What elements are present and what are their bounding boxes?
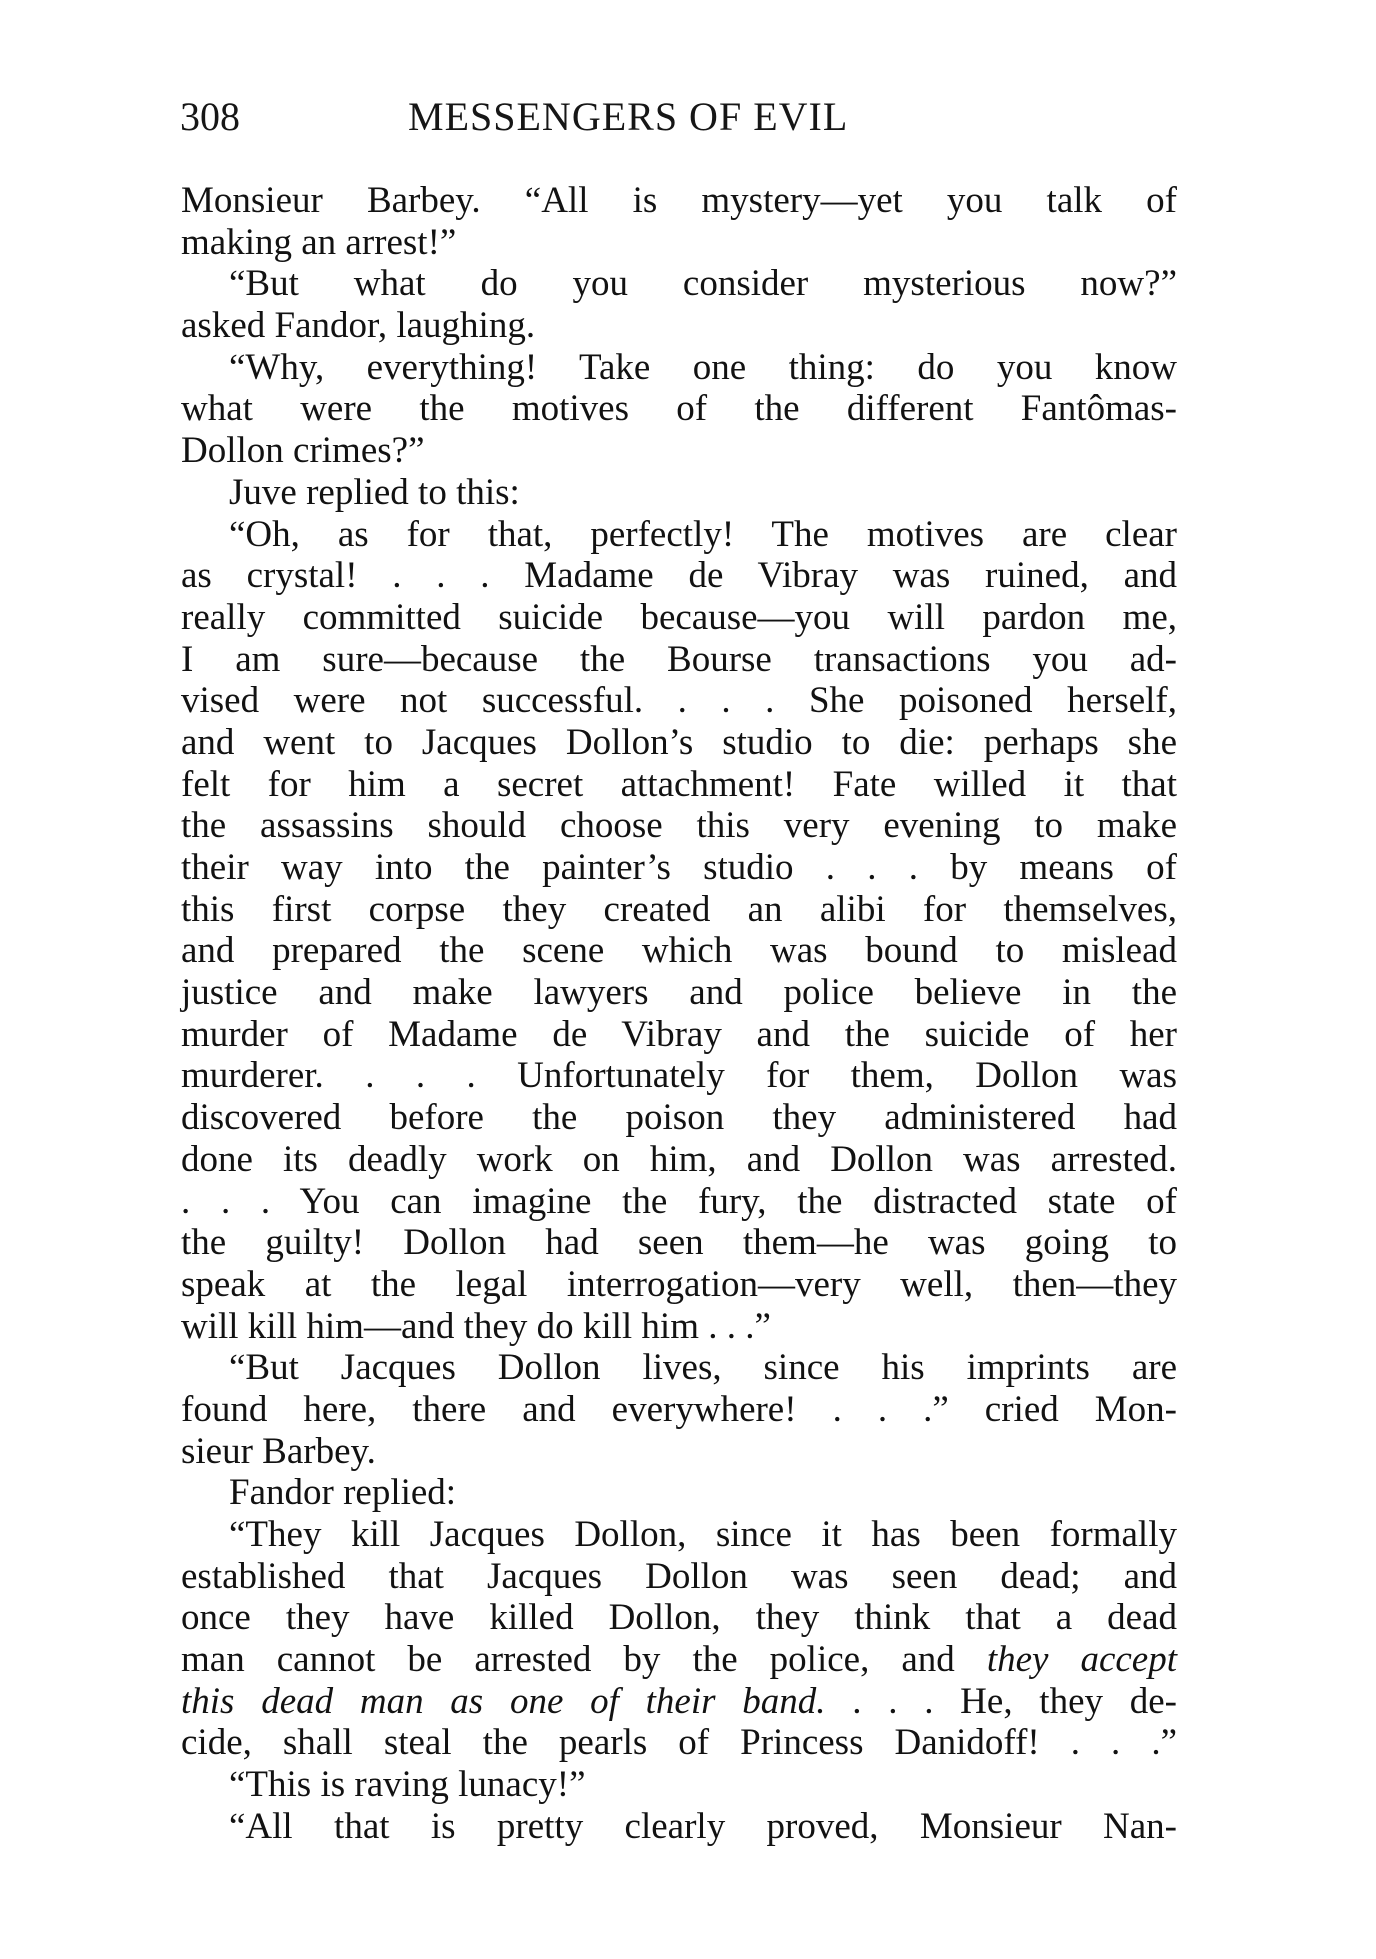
text-line: and prepared the scene which was bound to mislead: [181, 930, 1177, 972]
text-line: . . . You can imagine the fury, the distracted state of: [181, 1180, 1177, 1222]
text-segment: . . . He, they de-: [825, 1680, 1177, 1722]
text-line: the guilty! Dollon had seen them—he was going to: [181, 1222, 1177, 1264]
text-line: done its deadly work on him, and Dollon was arrested.: [181, 1138, 1177, 1180]
text-line: once they have killed Dollon, they think that a dead: [181, 1597, 1177, 1639]
text-line: found here, there and everywhere! . . .” cried Mon-: [181, 1388, 1177, 1430]
book-title: MESSENGERS OF EVIL: [408, 94, 849, 139]
text-line: “But Jacques Dollon lives, since his imprints are: [229, 1347, 1177, 1389]
italic-segment: this dead man as one of their band.: [181, 1680, 826, 1722]
text-line: sieur Barbey.: [181, 1430, 376, 1472]
text-line: “This is raving lunacy!”: [229, 1764, 586, 1806]
text-line: cide, shall steal the pearls of Princess Danidoff! . . .”: [181, 1722, 1177, 1764]
text-line: felt for him a secret attachment! Fate willed it that: [181, 763, 1177, 805]
text-line: asked Fandor, laughing.: [181, 305, 536, 347]
text-line: discovered before the poison they administered had: [181, 1097, 1177, 1139]
text-line: this first corpse they created an alibi for themselves,: [181, 888, 1177, 930]
text-line: making an arrest!”: [181, 221, 457, 263]
text-line: “Oh, as for that, perfectly! The motives are clear: [229, 513, 1177, 555]
text-line: justice and make lawyers and police believe in the: [181, 972, 1177, 1014]
text-line: established that Jacques Dollon was seen dead; and: [181, 1555, 1177, 1597]
text-line: Fandor replied:: [229, 1472, 457, 1514]
text-line: as crystal! . . . Madame de Vibray was ruined, and: [181, 555, 1177, 597]
text-line: murder of Madame de Vibray and the suicide of her: [181, 1013, 1177, 1055]
text-line: Dollon crimes?”: [181, 430, 425, 472]
text-line: murderer. . . . Unfortunately for them, Dollon was: [181, 1055, 1177, 1097]
text-line: I am sure—because the Bourse transactions you ad-: [181, 638, 1177, 680]
running-head: [180, 92, 1180, 142]
text-line: will kill him—and they do kill him . . .”: [181, 1305, 771, 1347]
body-text: [181, 180, 1177, 1848]
text-line: “Why, everything! Take one thing: do you know: [229, 346, 1177, 388]
text-line: their way into the painter’s studio . . . by means of: [181, 847, 1177, 888]
text-line: Monsieur Barbey. “All is mystery—yet you talk of: [181, 180, 1177, 221]
text-line: “But what do you consider mysterious now?”: [229, 263, 1177, 305]
text-line: really committed suicide because—you will pardon me,: [181, 596, 1177, 638]
text-line: the assassins should choose this very evening to make: [181, 805, 1177, 847]
text-line: “They kill Jacques Dollon, since it has been formally: [229, 1514, 1177, 1555]
text-line-with-italic: [181, 1681, 1177, 1723]
page-number: 308: [180, 94, 240, 139]
text-line: and went to Jacques Dollon’s studio to die: perhaps she: [181, 721, 1177, 763]
text-line: speak at the legal interrogation—very well, then—they: [181, 1263, 1177, 1305]
italic-segment: they accept: [986, 1639, 1178, 1681]
text-line: “All that is pretty clearly proved, Monsieur Nan-: [229, 1805, 1177, 1847]
text-segment: man cannot be arrested by the police, and: [181, 1639, 955, 1681]
text-line: what were the motives of the different Fantômas-: [181, 388, 1177, 430]
text-line: Juve replied to this:: [229, 471, 520, 513]
text-line-with-italic: [181, 1639, 1177, 1681]
text-line: vised were not successful. . . . She poisoned herself,: [181, 680, 1177, 722]
